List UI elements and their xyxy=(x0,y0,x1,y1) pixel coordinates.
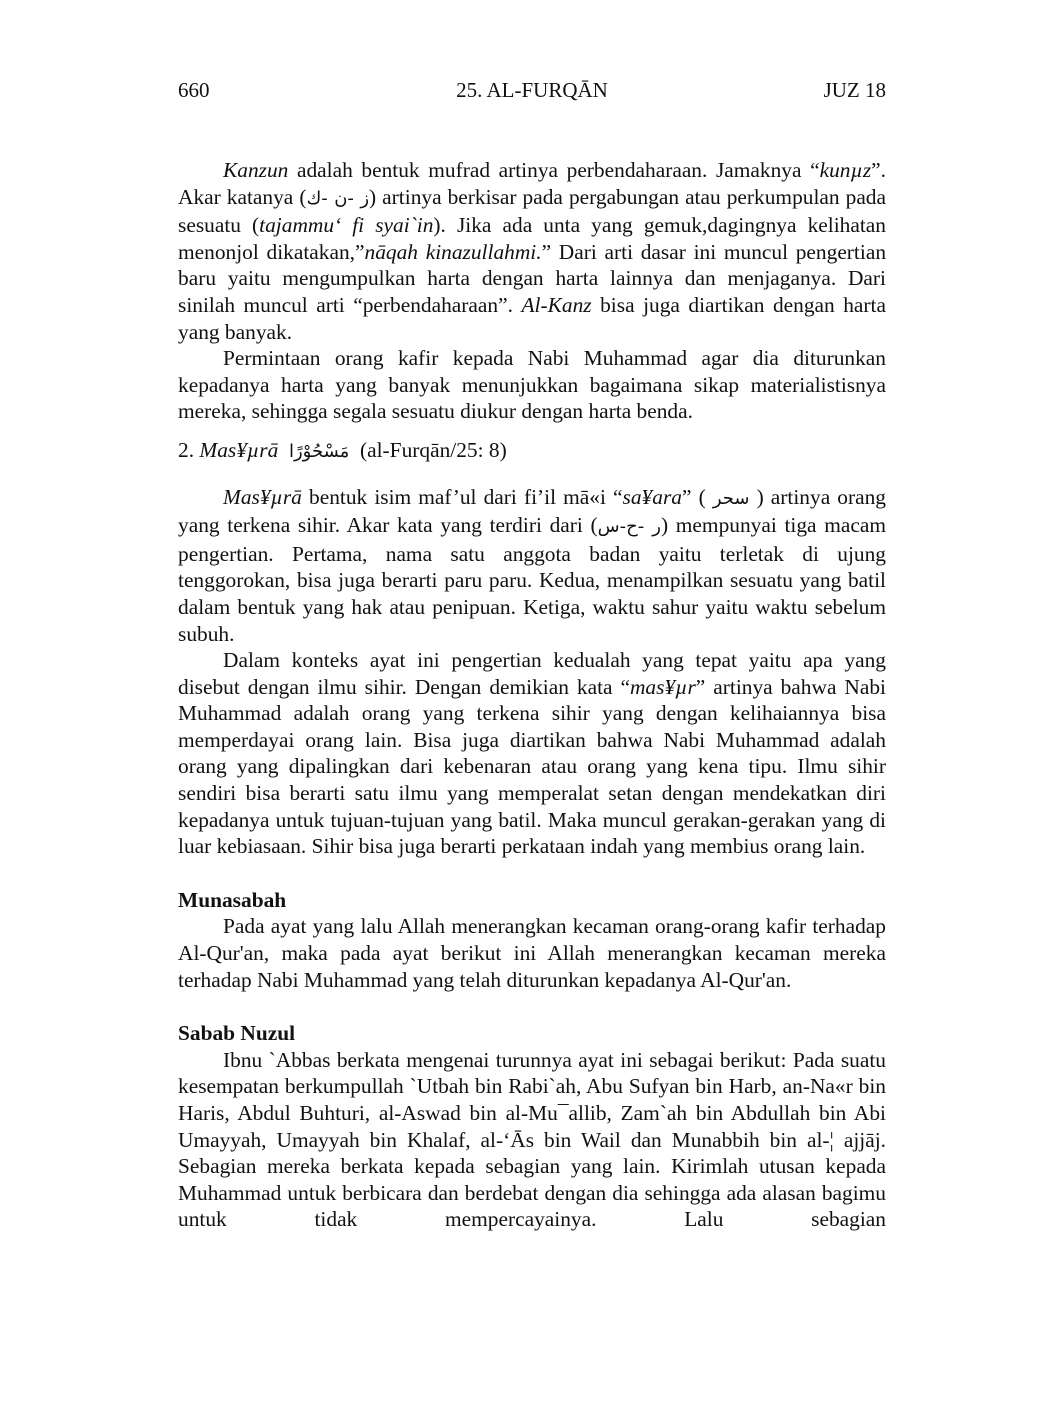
page-body xyxy=(178,157,886,1233)
term-mashura: Mas¥µrā xyxy=(199,437,279,462)
page-number: 660 xyxy=(178,78,210,102)
section-title-sabab-nuzul: Sabab Nuzul xyxy=(178,1021,296,1046)
mashura-paragraph-2: Dalam konteks ayat ini pengertian kedualah yang tepat yaitu apa yang disebut dengan ilmu sihir. Dengan demikian kata “mas¥µr” artinya bahwa Nabi Muhammad adalah orang yang terkena sihir yang dengan kelihaiannya bisa memperdayai orang lain. Bisa juga diartikan bahwa Nabi Muhammad adalah orang yang dipalingkan dari kebenaran atau orang yang kena tipu. Ilmu sihir sendiri bisa berarti satu ilmu yang memperalat setan dengan mendekatkan diri kepadanya untuk tujuan-tujuan yang batil. Maka muncul gerakan-gerakan yang di luar kebiasaan. Sihir bisa juga berarti perkataan indah yang membius orang lain. xyxy=(178,648,886,859)
kanzun-paragraph-2: Permintaan orang kafir kepada Nabi Muhammad agar dia diturunkan kepadanya harta yang banyak menunjukkan bagaimana sikap materialistisnya mereka, sehingga segala sesuatu diukur dengan harta benda. xyxy=(178,346,886,424)
arabic-word: مَسْحُوْرًا xyxy=(288,440,350,462)
verse-reference: (al-Furqān/25: 8) xyxy=(360,437,507,462)
sabab-nuzul-paragraph: Ibnu `Abbas berkata mengenai turunnya ayat ini sebagai berikut: Pada suatu kesempatan berkumpullah `Utbah bin Rabi`ah, Abu Sufyan bin Harb, an-Na«r bin Haris, Abdul Buhturi, al-Aswad bin al-Mu¯allib, Zam`ah bin Abdullah bin Abi Umayyah, Umayyah bin Khalaf, al-‘Ās bin Wail dan Munabbih bin al-¦ ajjāj. Sebagian mereka berkata kepada sebagian yang lain. Kirimlah utusan kepada Muhammad untuk berbicara dan berdebat dengan dia sehingga ada alasan bagimu untuk tidak mempercayainya. Lalu sebagian xyxy=(178,1047,886,1232)
section-title-munasabah: Munasabah xyxy=(178,887,287,912)
mashura-paragraph: Mas¥µrā bentuk isim maf’ul dari fi’il mā«i “sa¥ara” ( سحر ) artinya orang yang terkena sihir. Akar kata yang terdiri dari (ر -ح-س) mempunyai tiga macam pengertian. Pertama, nama satu anggota badan yaitu terletak di ujung tenggorokan, bisa juga berarti paru paru. Kedua, menampilkan sesuatu yang batil dalam bentuk yang hak atau penipuan. Ketiga, waktu sahur yaitu waktu sebelum subuh. xyxy=(178,484,886,646)
vocab-heading-mashura: 2. Mas¥µrā مَسْحُوْرًا (al-Furqān/25: 8) xyxy=(178,437,507,462)
juz-label: JUZ 18 xyxy=(823,78,886,102)
arabic-root: ز -ن -ك xyxy=(306,187,370,209)
chapter-title: 25. AL-FURQĀN xyxy=(456,78,608,102)
kanzun-paragraph: Kanzun adalah bentuk mufrad artinya perbendaharaan. Jamaknya “kunµz”. Akar katanya (ز -ن -ك) artinya berkisar pada pergabungan atau perkumpulan pada sesuatu (tajammu‘ fi syai`in). Jika ada unta yang gemuk,dagingnya kelihatan menonjol dikatakan,”nāqah kinazullahmi.” Dari arti dasar ini muncul pengertian baru yaitu mengumpulkan harta dengan harta lainnya dan menjaganya. Dari sinilah muncul arti “perbendaharaan”. Al-Kanz bisa juga diartikan dengan harta yang banyak. xyxy=(178,158,887,344)
term-kanzun: Kanzun xyxy=(223,158,289,182)
munasabah-paragraph: Pada ayat yang lalu Allah menerangkan kecaman orang-orang kafir terhadap Al-Qur'an, maka pada ayat berikut ini Allah menerangkan kecaman mereka terhadap Nabi Muhammad yang telah diturunkan kepadanya Al-Qur'an. xyxy=(178,914,886,992)
page-header xyxy=(178,74,886,106)
